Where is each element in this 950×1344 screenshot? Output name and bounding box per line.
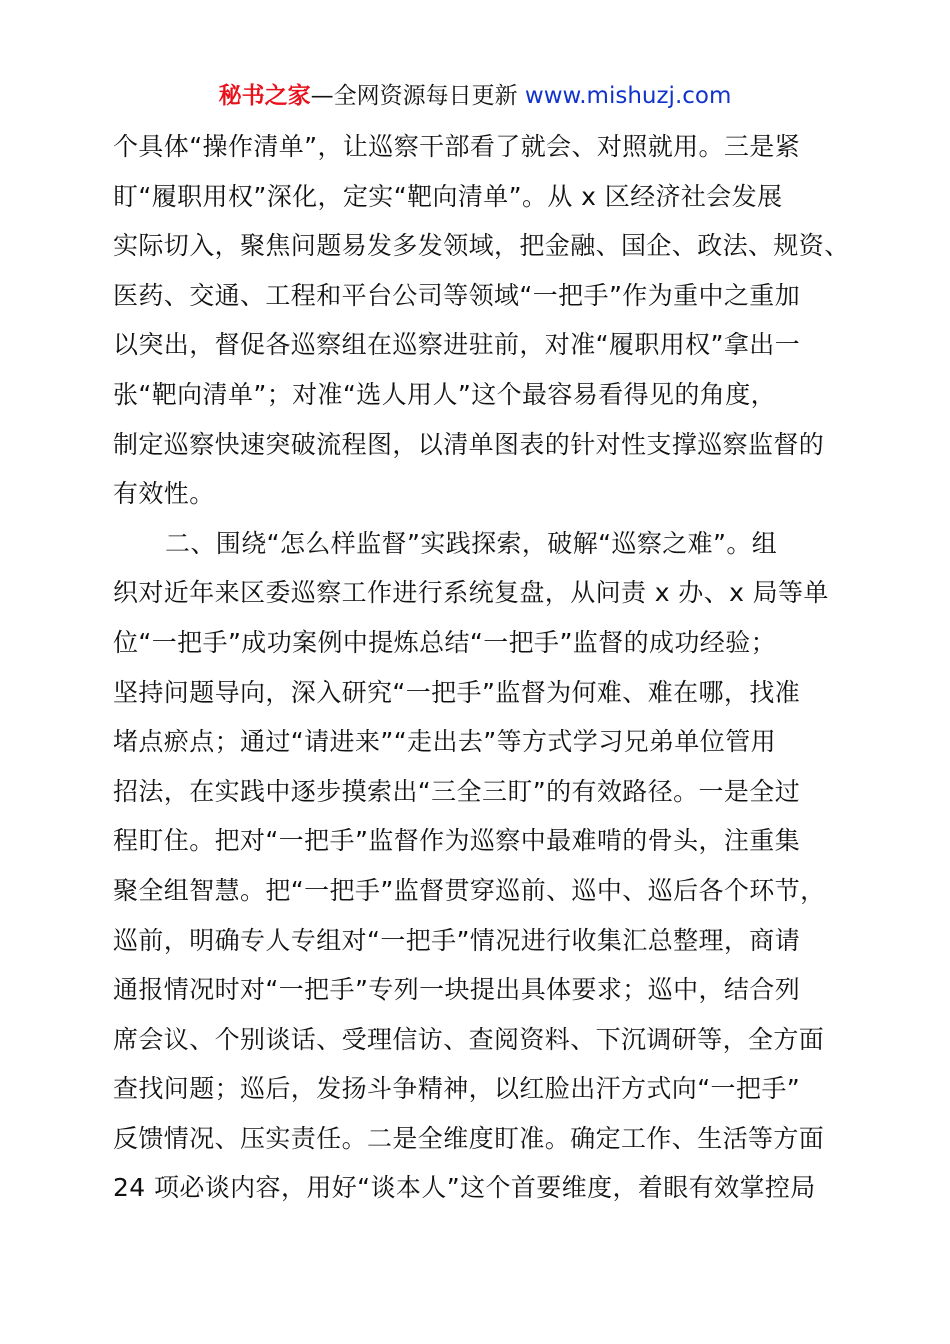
text-line: 堵点瘀点；通过“请进来”“走出去”等方式学习兄弟单位管用	[113, 727, 777, 757]
text-line: 席会议、个别谈话、受理信访、查阅资料、下沉调研等，全方面	[113, 1024, 825, 1054]
text-line: 24 项必谈内容，用好“谈本人”这个首要维度，着眼有效掌控局	[113, 1173, 816, 1203]
text-line: 有效性。	[113, 479, 215, 509]
text-line: 个具体“操作清单”，让巡察干部看了就会、对照就用。三是紧	[113, 132, 801, 161]
text-line: 实际切入，聚焦问题易发多发领域，把金融、国企、政法、规资、	[113, 231, 850, 261]
text-line: 程盯住。把对“一把手”监督作为巡察中最难啃的骨头，注重集	[113, 826, 801, 856]
text-line: 招法，在实践中逐步摸索出“三全三盯”的有效路径。一是全过	[113, 776, 801, 806]
text-line: 制定巡察快速突破流程图，以清单图表的针对性支撑巡察监督的	[113, 429, 825, 459]
text-line: 巡前，明确专人专组对“一把手”情况进行收集汇总整理，商请	[113, 925, 801, 955]
text-line: 反馈情况、压实责任。二是全维度盯准。确定工作、生活等方面	[113, 1123, 825, 1153]
paragraph-2	[113, 519, 853, 1213]
text-line: 张“靶向清单”；对准“选人用人”这个最容易看得见的角度，	[113, 379, 777, 409]
text-line: 聚全组智慧。把“一把手”监督贯穿巡前、巡中、巡后各个环节，	[113, 875, 826, 905]
text-line: 二、围绕“怎么样监督”实践探索，破解“巡察之难”。组	[165, 528, 778, 558]
text-line: 以突出，督促各巡察组在巡察进驻前，对准“履职用权”拿出一	[113, 330, 801, 360]
document-body	[113, 122, 853, 1213]
text-line: 织对近年来区委巡察工作进行系统复盘，从问责 x 办、x 局等单	[113, 578, 829, 608]
text-line: 通报情况时对“一把手”专列一块提出具体要求；巡中，结合列	[113, 975, 801, 1005]
page-header	[0, 80, 950, 112]
text-line: 查找问题；巡后，发扬斗争精神，以红脸出汗方式向“一把手”	[113, 1074, 801, 1104]
text-line: 坚持问题导向，深入研究“一把手”监督为何难、难在哪，找准	[113, 677, 801, 707]
text-line: 盯“履职用权”深化，定实“靶向清单”。从 x 区经济社会发展	[113, 181, 783, 211]
header-brand: 秘书之家	[218, 83, 311, 109]
text-line: 位“一把手”成功案例中提炼总结“一把手”监督的成功经验；	[113, 627, 777, 657]
paragraph-1	[113, 122, 853, 519]
text-line: 医药、交通、工程和平台公司等领域“一把手”作为重中之重加	[113, 280, 801, 310]
header-tagline: —全网资源每日更新	[310, 83, 525, 109]
header-url[interactable]: www.mishuzj.com	[524, 83, 732, 109]
